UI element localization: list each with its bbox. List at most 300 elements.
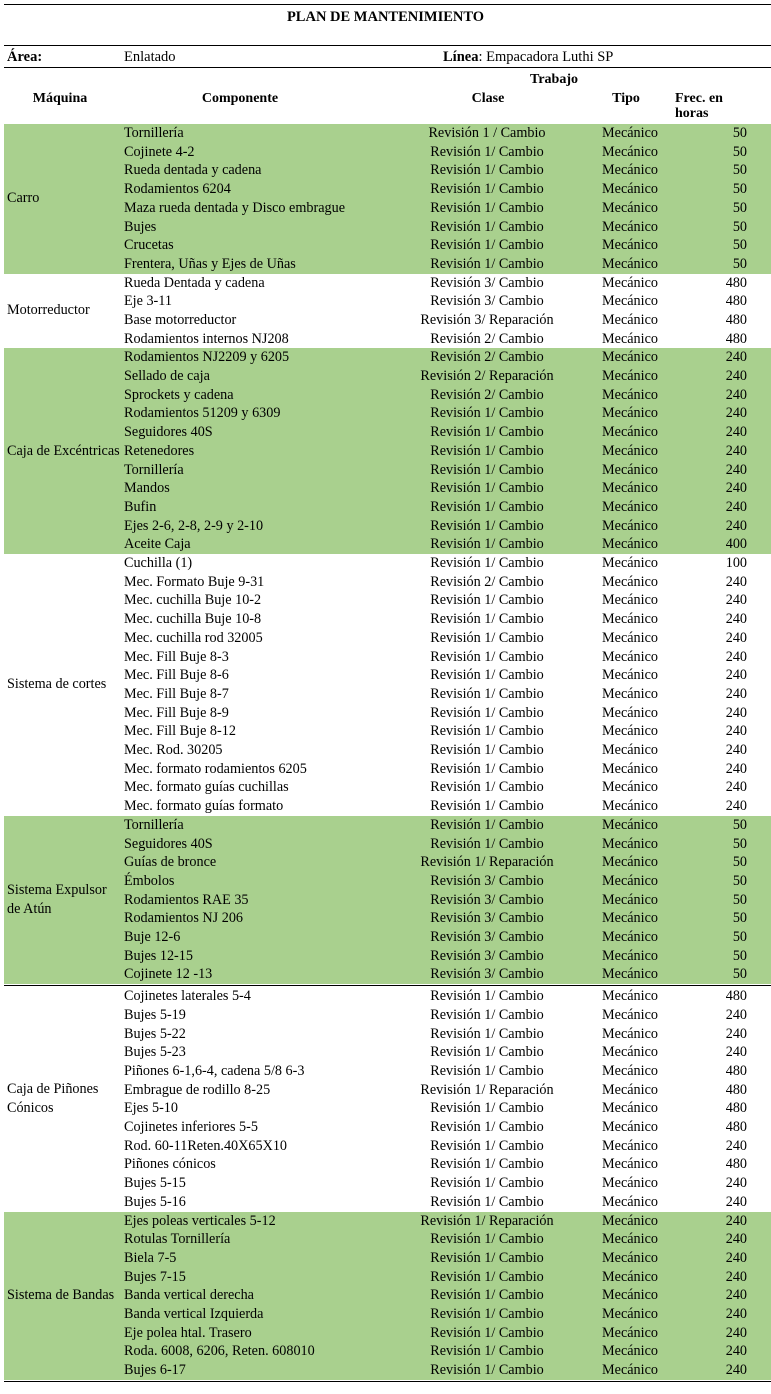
component-cell: Maza rueda dentada y Disco embrague bbox=[124, 199, 345, 216]
component-cell: Crucetas bbox=[124, 237, 174, 254]
component-cell: Rodamientos NJ 206 bbox=[124, 910, 244, 927]
component-cell: Sprockets y cadena bbox=[124, 386, 234, 403]
table-row bbox=[4, 965, 771, 984]
tipo-cell: Mecánico bbox=[602, 1062, 658, 1079]
clase-cell: Revisión 1/ Cambio bbox=[430, 1306, 544, 1323]
component-cell: Retenedores bbox=[124, 442, 195, 459]
clase-cell: Revisión 2/ Cambio bbox=[430, 386, 544, 403]
clase-cell: Revisión 1/ Cambio bbox=[430, 480, 544, 497]
table-row bbox=[4, 778, 771, 797]
tipo-cell: Mecánico bbox=[602, 349, 658, 366]
header-frec-line2: horas bbox=[675, 106, 709, 121]
component-cell: Tornillería bbox=[124, 125, 184, 141]
clase-cell: Revisión 3/ Cambio bbox=[430, 929, 544, 946]
component-cell: Mec. formato guías cuchillas bbox=[124, 779, 289, 796]
tipo-cell: Mecánico bbox=[602, 255, 658, 272]
machine-group bbox=[4, 1212, 771, 1380]
header-frec-line1: Frec. en bbox=[675, 91, 723, 106]
header-trabajo: Trabajo bbox=[530, 72, 578, 87]
machine-name: Sistema de Bandas bbox=[7, 1287, 115, 1304]
component-cell: Roda. 6008, 6206, Reten. 608010 bbox=[124, 1343, 315, 1360]
clase-cell: Revisión 1 / Cambio bbox=[428, 125, 546, 141]
component-cell: Tornillería bbox=[124, 461, 184, 478]
component-cell: Mec. cuchilla Buje 10-2 bbox=[124, 592, 262, 609]
tipo-cell: Mecánico bbox=[602, 1137, 658, 1154]
tipo-cell: Mecánico bbox=[602, 1119, 658, 1136]
clase-cell: Revisión 1/ Cambio bbox=[430, 1006, 544, 1023]
frec-cell: 50 bbox=[732, 255, 747, 272]
component-cell: Rodamientos internos NJ208 bbox=[124, 330, 289, 347]
table-row bbox=[4, 161, 771, 180]
table-row bbox=[4, 124, 771, 143]
tipo-cell: Mecánico bbox=[602, 181, 658, 198]
component-cell: Cuchilla (1) bbox=[124, 555, 193, 572]
clase-cell: Revisión 3/ Cambio bbox=[430, 891, 544, 908]
machine-name: Sistema Expulsor de Atún bbox=[7, 882, 107, 918]
clase-cell: Revisión 1/ Cambio bbox=[430, 798, 544, 815]
component-cell: Cojinetes inferiores 5-5 bbox=[124, 1119, 258, 1136]
table-row bbox=[4, 1193, 771, 1212]
clase-cell: Revisión 1/ Cambio bbox=[430, 611, 544, 628]
table-row bbox=[4, 741, 771, 760]
frec-cell: 240 bbox=[725, 573, 747, 590]
area-value: Enlatado bbox=[124, 49, 176, 65]
table-row bbox=[4, 404, 771, 423]
table-row bbox=[4, 909, 771, 928]
tipo-cell: Mecánico bbox=[602, 835, 658, 852]
tipo-cell: Mecánico bbox=[602, 1212, 658, 1229]
table-row bbox=[4, 685, 771, 704]
component-cell: Eje 3-11 bbox=[124, 293, 172, 310]
tipo-cell: Mecánico bbox=[602, 143, 658, 160]
tipo-cell: Mecánico bbox=[602, 1156, 658, 1173]
component-cell: Seguidores 40S bbox=[124, 424, 213, 441]
component-cell: Guías de bronce bbox=[124, 854, 217, 871]
frec-cell: 240 bbox=[725, 1175, 747, 1192]
component-cell: Biela 7-5 bbox=[124, 1249, 177, 1266]
machine-name: Caja de Piñones Cónicos bbox=[7, 1081, 99, 1117]
tipo-cell: Mecánico bbox=[602, 330, 658, 347]
clase-cell: Revisión 1/ Cambio bbox=[430, 461, 544, 478]
frec-cell: 480 bbox=[725, 1081, 747, 1098]
table-row bbox=[4, 1081, 771, 1100]
component-cell: Piñones cónicos bbox=[124, 1156, 216, 1173]
table-row bbox=[4, 274, 771, 293]
frec-cell: 240 bbox=[725, 1212, 747, 1229]
table-row bbox=[4, 853, 771, 872]
clase-cell: Revisión 1/ Cambio bbox=[430, 255, 544, 272]
clase-cell: Revisión 1/ Cambio bbox=[430, 143, 544, 160]
component-cell: Mec. formato guías formato bbox=[124, 798, 284, 815]
tipo-cell: Mecánico bbox=[602, 760, 658, 777]
tipo-cell: Mecánico bbox=[602, 1268, 658, 1285]
frec-cell: 240 bbox=[725, 424, 747, 441]
header-tipo: Tipo bbox=[612, 91, 640, 106]
frec-cell: 240 bbox=[725, 442, 747, 459]
table-row bbox=[4, 442, 771, 461]
component-cell: Bujes 7-15 bbox=[124, 1268, 186, 1285]
table-row bbox=[4, 797, 771, 816]
component-cell: Ejes 5-10 bbox=[124, 1100, 178, 1117]
table-row bbox=[4, 1324, 771, 1343]
machine-name: Motorreductor bbox=[7, 302, 90, 319]
machine-name: Caja de Excéntricas bbox=[7, 442, 120, 459]
clase-cell: Revisión 2/ Cambio bbox=[430, 349, 544, 366]
frec-cell: 240 bbox=[725, 349, 747, 366]
component-cell: Mec. cuchilla rod 32005 bbox=[124, 629, 263, 646]
clase-cell: Revisión 1/ Cambio bbox=[430, 667, 544, 684]
table-row bbox=[4, 704, 771, 723]
clase-cell: Revisión 1/ Cambio bbox=[430, 835, 544, 852]
component-cell: Bujes 5-19 bbox=[124, 1006, 186, 1023]
frec-cell: 240 bbox=[725, 1343, 747, 1360]
component-cell: Mec. Fill Buje 8-6 bbox=[124, 667, 229, 684]
component-cell: Buje 12-6 bbox=[124, 929, 181, 946]
frec-cell: 240 bbox=[725, 1006, 747, 1023]
frec-cell: 480 bbox=[725, 293, 747, 310]
table-row bbox=[4, 218, 771, 237]
frec-cell: 480 bbox=[725, 1100, 747, 1117]
clase-cell: Revisión 1/ Cambio bbox=[430, 1044, 544, 1061]
component-cell: Base motorreductor bbox=[124, 311, 237, 328]
component-cell: Cojinete 12 -13 bbox=[124, 966, 213, 983]
table-row bbox=[4, 554, 771, 573]
table-row bbox=[4, 872, 771, 891]
table-row bbox=[4, 947, 771, 966]
machine-group bbox=[4, 554, 771, 816]
frec-cell: 240 bbox=[725, 685, 747, 702]
tipo-cell: Mecánico bbox=[602, 442, 658, 459]
component-cell: Aceite Caja bbox=[124, 536, 191, 553]
header-maquina: Máquina bbox=[32, 91, 88, 106]
clase-cell: Revisión 1/ Cambio bbox=[430, 1324, 544, 1341]
component-cell: Rueda dentada y cadena bbox=[124, 162, 262, 179]
tipo-cell: Mecánico bbox=[602, 798, 658, 815]
clase-cell: Revisión 1/ Reparación bbox=[420, 1081, 554, 1098]
line-label: Línea bbox=[443, 49, 479, 65]
frec-cell: 240 bbox=[725, 1249, 747, 1266]
component-cell: Banda vertical Izquierda bbox=[124, 1306, 264, 1323]
tipo-cell: Mecánico bbox=[602, 1081, 658, 1098]
clase-cell: Revisión 1/ Cambio bbox=[430, 237, 544, 254]
frec-cell: 240 bbox=[725, 368, 747, 385]
component-cell: Embrague de rodillo 8-25 bbox=[124, 1081, 271, 1098]
clase-cell: Revisión 1/ Cambio bbox=[430, 1287, 544, 1304]
frec-cell: 480 bbox=[725, 311, 747, 328]
frec-cell: 50 bbox=[732, 966, 747, 983]
frec-cell: 240 bbox=[725, 517, 747, 534]
frec-cell: 50 bbox=[732, 125, 747, 141]
frec-cell: 240 bbox=[725, 498, 747, 515]
table-row bbox=[4, 535, 771, 554]
component-cell: Bujes bbox=[124, 218, 157, 235]
clase-cell: Revisión 1/ Cambio bbox=[430, 181, 544, 198]
tipo-cell: Mecánico bbox=[602, 988, 658, 1005]
table-row bbox=[4, 1043, 771, 1062]
tipo-cell: Mecánico bbox=[602, 929, 658, 946]
tipo-cell: Mecánico bbox=[602, 611, 658, 628]
clase-cell: Revisión 1/ Cambio bbox=[430, 405, 544, 422]
clase-cell: Revisión 1/ Cambio bbox=[430, 816, 544, 833]
tipo-cell: Mecánico bbox=[602, 966, 658, 983]
machine-name: Carro bbox=[7, 190, 40, 207]
tipo-cell: Mecánico bbox=[602, 1287, 658, 1304]
frec-cell: 240 bbox=[725, 480, 747, 497]
header-componente: Componente bbox=[201, 91, 279, 106]
frec-cell: 240 bbox=[725, 461, 747, 478]
bottom-rule bbox=[4, 1381, 771, 1382]
table-row bbox=[4, 367, 771, 386]
tipo-cell: Mecánico bbox=[602, 947, 658, 964]
frec-cell: 400 bbox=[725, 536, 747, 553]
component-cell: Cojinete 4-2 bbox=[124, 143, 195, 160]
clase-cell: Revisión 1/ Reparación bbox=[420, 1212, 554, 1229]
clase-cell: Revisión 1/ Cambio bbox=[430, 536, 544, 553]
tipo-cell: Mecánico bbox=[602, 742, 658, 759]
table-row bbox=[4, 1174, 771, 1193]
frec-cell: 240 bbox=[725, 1193, 747, 1210]
clase-cell: Revisión 1/ Cambio bbox=[430, 1193, 544, 1210]
table-row bbox=[4, 1286, 771, 1305]
component-cell: Mec. Fill Buje 8-9 bbox=[124, 704, 229, 721]
table-row bbox=[4, 648, 771, 667]
frec-cell: 50 bbox=[732, 854, 747, 871]
clase-cell: Revisión 1/ Cambio bbox=[430, 162, 544, 179]
tipo-cell: Mecánico bbox=[602, 1306, 658, 1323]
table-row bbox=[4, 423, 771, 442]
tipo-cell: Mecánico bbox=[602, 1006, 658, 1023]
tipo-cell: Mecánico bbox=[602, 1175, 658, 1192]
area-label: Área: bbox=[7, 49, 43, 65]
tipo-cell: Mecánico bbox=[602, 199, 658, 216]
tipo-cell: Mecánico bbox=[602, 274, 658, 291]
component-cell: Sellado de caja bbox=[124, 368, 210, 385]
tipo-cell: Mecánico bbox=[602, 405, 658, 422]
tipo-cell: Mecánico bbox=[602, 723, 658, 740]
frec-cell: 480 bbox=[725, 1062, 747, 1079]
clase-cell: Revisión 1/ Cambio bbox=[430, 648, 544, 665]
clase-cell: Revisión 2/ Cambio bbox=[430, 573, 544, 590]
tipo-cell: Mecánico bbox=[602, 667, 658, 684]
frec-cell: 100 bbox=[725, 555, 747, 572]
component-cell: Bujes 6-17 bbox=[124, 1362, 186, 1379]
table-row bbox=[4, 928, 771, 947]
frec-cell: 50 bbox=[732, 835, 747, 852]
frec-cell: 240 bbox=[725, 1044, 747, 1061]
component-cell: Mec. Formato Buje 9-31 bbox=[124, 573, 265, 590]
tipo-cell: Mecánico bbox=[602, 386, 658, 403]
table-row bbox=[4, 330, 771, 349]
frec-cell: 50 bbox=[732, 929, 747, 946]
component-cell: Piñones 6-1,6-4, cadena 5/8 6-3 bbox=[124, 1062, 305, 1079]
header-frec bbox=[675, 91, 755, 121]
component-cell: Rodamientos 6204 bbox=[124, 181, 231, 198]
tipo-cell: Mecánico bbox=[602, 1231, 658, 1248]
tipo-cell: Mecánico bbox=[602, 368, 658, 385]
component-cell: Bujes 5-22 bbox=[124, 1025, 186, 1042]
top-rule bbox=[4, 4, 771, 5]
component-cell: Eje polea htal. Trasero bbox=[124, 1324, 252, 1341]
table-row bbox=[4, 386, 771, 405]
table-row bbox=[4, 1025, 771, 1044]
tipo-cell: Mecánico bbox=[602, 555, 658, 572]
tipo-cell: Mecánico bbox=[602, 648, 658, 665]
frec-cell: 240 bbox=[725, 1025, 747, 1042]
tipo-cell: Mecánico bbox=[602, 891, 658, 908]
clase-cell: Revisión 3/ Cambio bbox=[430, 947, 544, 964]
tipo-cell: Mecánico bbox=[602, 480, 658, 497]
tipo-cell: Mecánico bbox=[602, 293, 658, 310]
table-row bbox=[4, 1137, 771, 1156]
frec-cell: 50 bbox=[732, 816, 747, 833]
component-cell: Rodamientos NJ2209 y 6205 bbox=[124, 349, 290, 366]
table-row bbox=[4, 1361, 771, 1380]
line-info bbox=[443, 48, 613, 67]
table-row bbox=[4, 816, 771, 835]
component-cell: Cojinetes laterales 5-4 bbox=[124, 988, 251, 1005]
frec-cell: 240 bbox=[725, 742, 747, 759]
table-row bbox=[4, 891, 771, 910]
tipo-cell: Mecánico bbox=[602, 237, 658, 254]
clase-cell: Revisión 1/ Cambio bbox=[430, 199, 544, 216]
component-cell: Tornillería bbox=[124, 816, 184, 833]
clase-cell: Revisión 1/ Cambio bbox=[430, 629, 544, 646]
component-cell: Mec. Fill Buje 8-12 bbox=[124, 723, 236, 740]
frec-cell: 240 bbox=[725, 405, 747, 422]
frec-cell: 50 bbox=[732, 162, 747, 179]
machine-group bbox=[4, 348, 771, 554]
tipo-cell: Mecánico bbox=[602, 498, 658, 515]
clase-cell: Revisión 1/ Cambio bbox=[430, 1231, 544, 1248]
machine-group bbox=[4, 124, 771, 274]
clase-cell: Revisión 1/ Cambio bbox=[430, 742, 544, 759]
tipo-cell: Mecánico bbox=[602, 816, 658, 833]
table-row bbox=[4, 517, 771, 536]
clase-cell: Revisión 1/ Cambio bbox=[430, 760, 544, 777]
table-row bbox=[4, 1062, 771, 1081]
tipo-cell: Mecánico bbox=[602, 162, 658, 179]
component-cell: Mec. formato rodamientos 6205 bbox=[124, 760, 307, 777]
clase-cell: Revisión 1/ Cambio bbox=[430, 555, 544, 572]
table-row bbox=[4, 760, 771, 779]
table-row bbox=[4, 1099, 771, 1118]
table-row bbox=[4, 180, 771, 199]
tipo-cell: Mecánico bbox=[602, 1324, 658, 1341]
component-cell: Rotulas Tornillería bbox=[124, 1231, 231, 1248]
frec-cell: 240 bbox=[725, 667, 747, 684]
tipo-cell: Mecánico bbox=[602, 685, 658, 702]
component-cell: Bujes 5-15 bbox=[124, 1175, 186, 1192]
table-row bbox=[4, 1268, 771, 1287]
table-row bbox=[4, 591, 771, 610]
component-cell: Mec. Fill Buje 8-7 bbox=[124, 685, 229, 702]
clase-cell: Revisión 1/ Cambio bbox=[430, 498, 544, 515]
component-cell: Banda vertical derecha bbox=[124, 1287, 254, 1304]
frec-cell: 480 bbox=[725, 330, 747, 347]
clase-cell: Revisión 1/ Cambio bbox=[430, 1268, 544, 1285]
frec-cell: 240 bbox=[725, 779, 747, 796]
tipo-cell: Mecánico bbox=[602, 218, 658, 235]
clase-cell: Revisión 1/ Reparación bbox=[420, 854, 554, 871]
component-cell: Mandos bbox=[124, 480, 170, 497]
tipo-cell: Mecánico bbox=[602, 629, 658, 646]
frec-cell: 480 bbox=[725, 988, 747, 1005]
table-row bbox=[4, 1249, 771, 1268]
clase-cell: Revisión 3/ Cambio bbox=[430, 910, 544, 927]
tipo-cell: Mecánico bbox=[602, 1193, 658, 1210]
clase-cell: Revisión 3/ Cambio bbox=[430, 274, 544, 291]
component-cell: Rod. 60-11Reten.40X65X10 bbox=[124, 1137, 288, 1154]
clase-cell: Revisión 1/ Cambio bbox=[430, 1062, 544, 1079]
frec-cell: 240 bbox=[725, 1362, 747, 1379]
clase-cell: Revisión 3/ Cambio bbox=[430, 293, 544, 310]
table-row bbox=[4, 835, 771, 854]
clase-cell: Revisión 1/ Cambio bbox=[430, 1175, 544, 1192]
table-row bbox=[4, 1230, 771, 1249]
document-title: PLAN DE MANTENIMIENTO bbox=[286, 9, 485, 25]
tipo-cell: Mecánico bbox=[602, 424, 658, 441]
table-row bbox=[4, 498, 771, 517]
component-cell: Ejes 2-6, 2-8, 2-9 y 2-10 bbox=[124, 517, 264, 534]
frec-cell: 50 bbox=[732, 181, 747, 198]
table-row bbox=[4, 1155, 771, 1174]
clase-cell: Revisión 2/ Cambio bbox=[430, 330, 544, 347]
frec-cell: 50 bbox=[732, 218, 747, 235]
tipo-cell: Mecánico bbox=[602, 1343, 658, 1360]
tipo-cell: Mecánico bbox=[602, 1025, 658, 1042]
frec-cell: 240 bbox=[725, 648, 747, 665]
meta-rule bbox=[4, 67, 771, 68]
clase-cell: Revisión 3/ Cambio bbox=[430, 966, 544, 983]
clase-cell: Revisión 1/ Cambio bbox=[430, 592, 544, 609]
tipo-cell: Mecánico bbox=[602, 910, 658, 927]
clase-cell: Revisión 1/ Cambio bbox=[430, 1362, 544, 1379]
header-rule bbox=[4, 45, 771, 46]
header-clase: Clase bbox=[471, 91, 505, 106]
line-value: : Empacadora Luthi SP bbox=[478, 49, 614, 65]
table-row bbox=[4, 629, 771, 648]
machine-group bbox=[4, 274, 771, 349]
clase-cell: Revisión 1/ Cambio bbox=[430, 723, 544, 740]
frec-cell: 240 bbox=[725, 1324, 747, 1341]
component-cell: Rodamientos RAE 35 bbox=[124, 891, 249, 908]
clase-cell: Revisión 1/ Cambio bbox=[430, 442, 544, 459]
table-row bbox=[4, 461, 771, 480]
frec-cell: 240 bbox=[725, 798, 747, 815]
clase-cell: Revisión 1/ Cambio bbox=[430, 1343, 544, 1360]
clase-cell: Revisión 3/ Reparación bbox=[420, 311, 554, 328]
frec-cell: 240 bbox=[725, 1287, 747, 1304]
frec-cell: 480 bbox=[725, 1119, 747, 1136]
component-cell: Rodamientos 51209 y 6309 bbox=[124, 405, 281, 422]
component-cell: Mec. cuchilla Buje 10-8 bbox=[124, 611, 262, 628]
component-cell: Seguidores 40S bbox=[124, 835, 213, 852]
table-row bbox=[4, 1342, 771, 1361]
clase-cell: Revisión 1/ Cambio bbox=[430, 1249, 544, 1266]
tipo-cell: Mecánico bbox=[602, 704, 658, 721]
table-row bbox=[4, 1118, 771, 1137]
component-cell: Mec. Rod. 30205 bbox=[124, 742, 223, 759]
clase-cell: Revisión 1/ Cambio bbox=[430, 424, 544, 441]
table-row bbox=[4, 666, 771, 685]
frec-cell: 240 bbox=[725, 1268, 747, 1285]
clase-cell: Revisión 1/ Cambio bbox=[430, 1119, 544, 1136]
frec-cell: 50 bbox=[732, 891, 747, 908]
component-cell: Rueda Dentada y cadena bbox=[124, 274, 265, 291]
frec-cell: 50 bbox=[732, 143, 747, 160]
frec-cell: 240 bbox=[725, 386, 747, 403]
component-cell: Mec. Fill Buje 8-3 bbox=[124, 648, 229, 665]
